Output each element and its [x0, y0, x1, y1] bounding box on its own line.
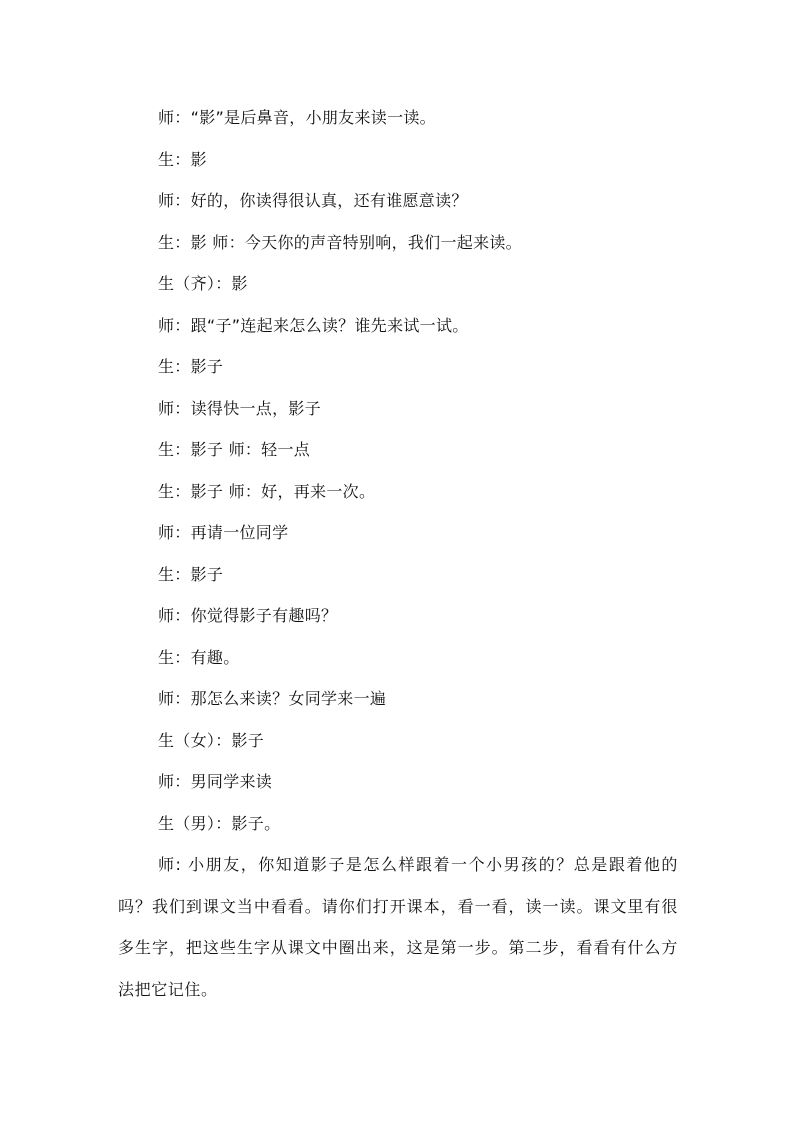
dialogue-line: 师：那怎么来读？女同学来一遍	[158, 689, 387, 708]
dialogue-line: 师：跟“子”连起来怎么读？谁先来试一试。	[158, 316, 469, 335]
dialogue-line: 生：影子 师：好，再来一次。	[158, 482, 376, 501]
dialogue-line: 生：有趣。	[158, 648, 240, 667]
dialogue-line: 生：影子	[158, 565, 224, 584]
dialogue-line: 生（齐）：影	[158, 274, 248, 293]
body-paragraph: 师: 小朋友，你知道影子是怎么样跟着一个小男孩的？总是跟着他的吗？我们到课文当中看看。请你们打开课本，看一看，读一读。课文里有很多生字，把这些生字从课文中圈出来，这是第一步。第二步，看看有什么方法把它记住。	[118, 855, 678, 1000]
dialogue-line: 生：影子 师：轻一点	[158, 440, 311, 459]
dialogue-line: 师：你觉得影子有趣吗？	[158, 606, 338, 625]
dialogue-line: 生（女）：影子	[158, 731, 265, 750]
dialogue-line: 生：影子	[158, 357, 224, 376]
dialogue-line: 师：读得快一点，影子	[158, 399, 322, 418]
dialogue-line: 生（男）：影子。	[158, 814, 281, 833]
dialogue-line: 生：影 师：今天你的声音特别响，我们一起来读。	[158, 233, 522, 252]
dialogue-line: 师：“影”是后鼻音，小朋友来读一读。	[158, 108, 436, 127]
dialogue-line: 师：男同学来读	[158, 772, 273, 791]
dialogue-line: 师：好的，你读得很认真，还有谁愿意读？	[158, 191, 468, 210]
dialogue-line: 生：影	[158, 150, 207, 169]
dialogue-line: 师：再请一位同学	[158, 523, 289, 542]
